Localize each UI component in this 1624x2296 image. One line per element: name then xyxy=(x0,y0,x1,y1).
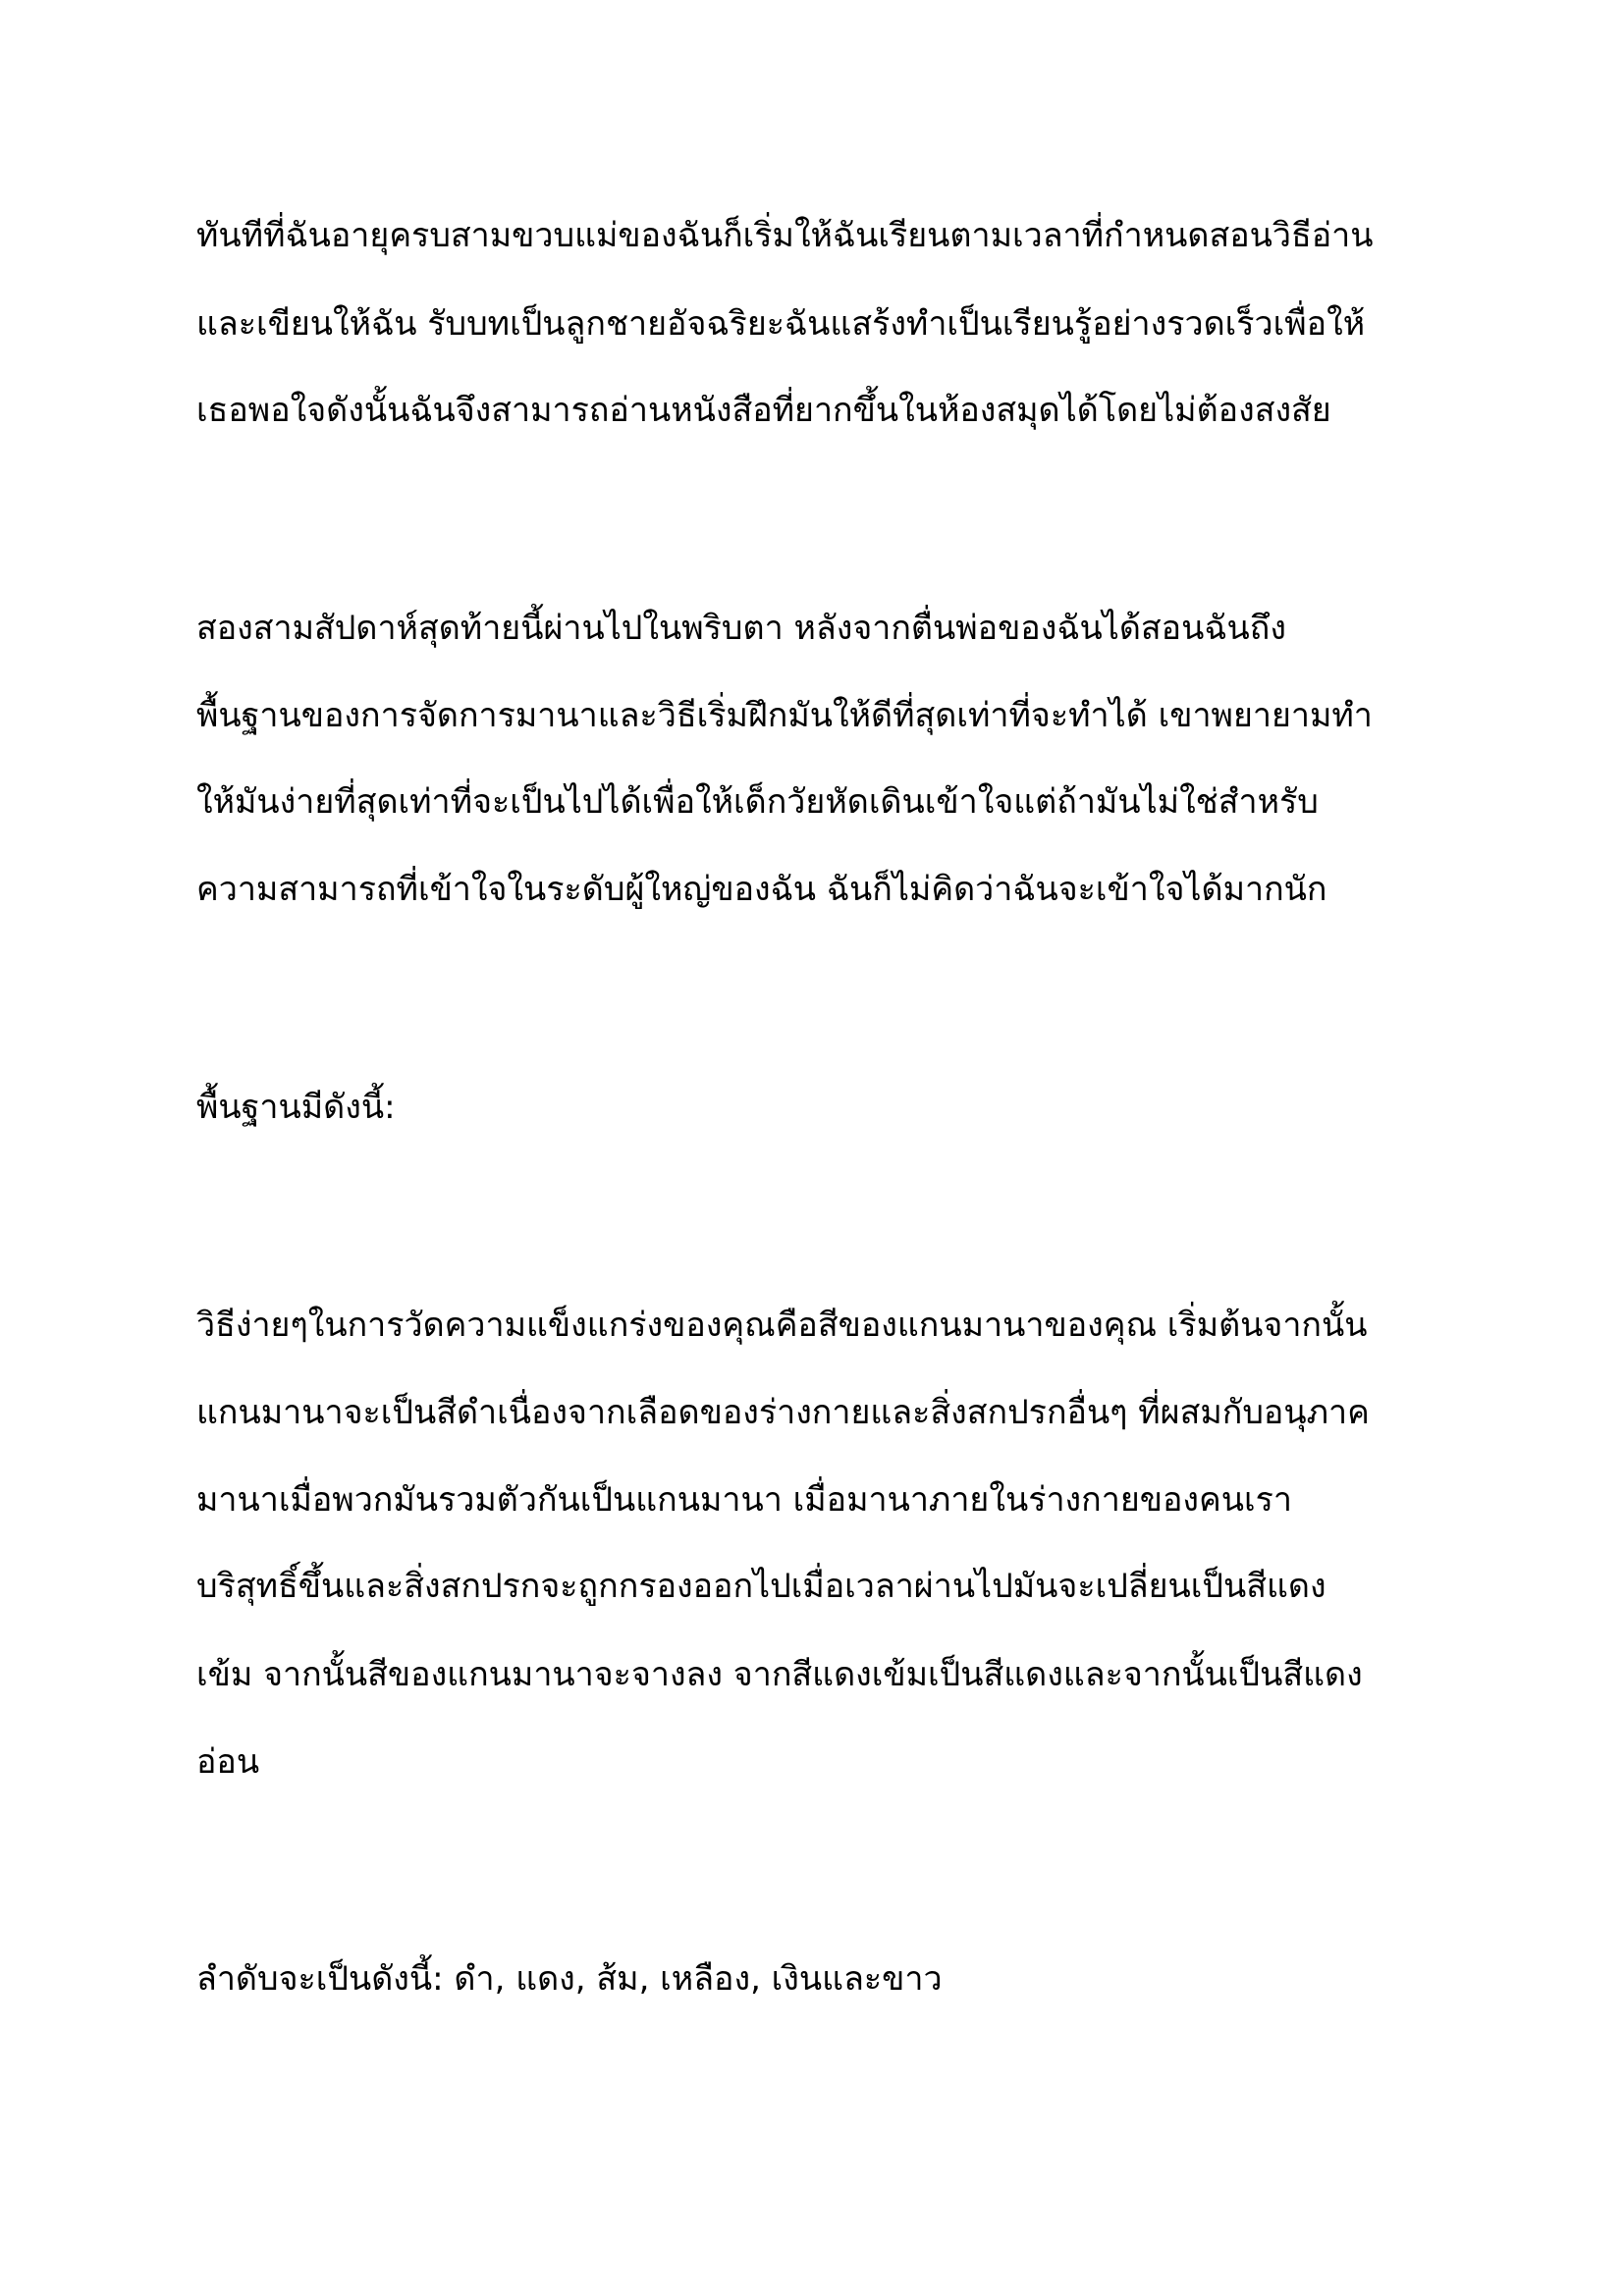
paragraph-2-line-2: พื้นฐานของการจัดการมานาและวิธีเริ่มฝึกมันให้ดีที่สุดเท่าที่จะทำได้ เขาพยายามทำ xyxy=(196,696,1373,735)
paragraph-2-line-4: ความสามารถที่เข้าใจในระดับผู้ใหญ่ของฉัน ฉันก็ไม่คิดว่าฉันจะเข้าใจได้มากนัก xyxy=(196,870,1327,909)
paragraph-1-line-2: และเขียนให้ฉัน รับบทเป็นลูกชายอัจฉริยะฉันแสร้งทำเป็นเรียนรู้อย่างรวดเร็วเพื่อให้ xyxy=(196,304,1366,344)
paragraph-4-line-3: มานาเมื่อพวกมันรวมตัวกันเป็นแกนมานา เมื่อมานาภายในร่างกายของคนเรา xyxy=(196,1480,1292,1520)
paragraph-1-line-3: เธอพอใจดังนั้นฉันจึงสามารถอ่านหนังสือที่ยากขึ้นในห้องสมุดได้โดยไม่ต้องสงสัย xyxy=(196,391,1331,430)
paragraph-5-line-1: ลำดับจะเป็นดังนี้: ดำ, แดง, ส้ม, เหลือง, เงินและขาว xyxy=(196,1959,943,1999)
paragraph-4-line-2: แกนมานาจะเป็นสีดำเนื่องจากเลือดของร่างกายและสิ่งสกปรกอื่นๆ ที่ผสมกับอนุภาค xyxy=(196,1393,1370,1432)
paragraph-2-line-3: ให้มันง่ายที่สุดเท่าที่จะเป็นไปได้เพื่อให้เด็กวัยหัดเดินเข้าใจแต่ถ้ามันไม่ใช่สำหรับ xyxy=(196,782,1319,822)
paragraph-2-line-1: สองสามสัปดาห์สุดท้ายนี้ผ่านไปในพริบตา หลังจากตื่นพ่อของฉันได้สอนฉันถึง xyxy=(196,609,1286,648)
paragraph-3-line-1: พื้นฐานมีดังนี้: xyxy=(196,1088,396,1127)
paragraph-4-line-1: วิธีง่ายๆในการวัดความแข็งแกร่งของคุณคือสีของแกนมานาของคุณ เริ่มต้นจากนั้น xyxy=(196,1306,1368,1345)
paragraph-4-line-4: บริสุทธิ์ขึ้นและสิ่งสกปรกจะถูกกรองออกไปเมื่อเวลาผ่านไปมันจะเปลี่ยนเป็นสีแดง xyxy=(196,1567,1326,1606)
paragraph-1-line-1: ทันทีที่ฉันอายุครบสามขวบแม่ของฉันก็เริ่มให้ฉันเรียนตามเวลาที่กำหนดสอนวิธีอ่าน xyxy=(196,216,1374,255)
paragraph-4-line-5: เข้ม จากนั้นสีของแกนมานาจะจางลง จากสีแดงเข้มเป็นสีแดงและจากนั้นเป็นสีแดง xyxy=(196,1655,1363,1694)
paragraph-4-line-6: อ่อน xyxy=(196,1742,260,1782)
